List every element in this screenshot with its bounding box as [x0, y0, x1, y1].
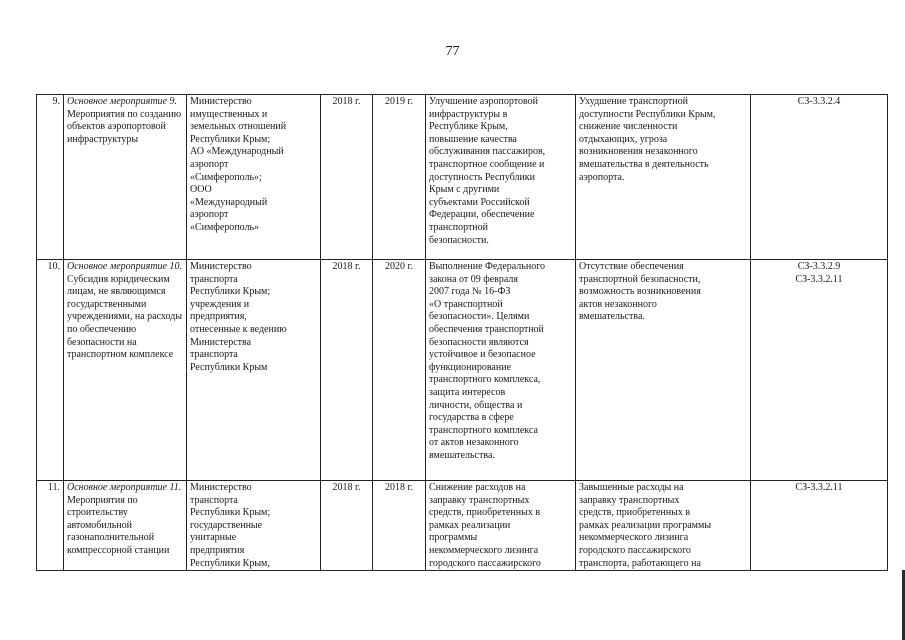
consequences: Ухудшение транспортной доступности Республики Крым, снижение численности отдыхающих, угроза возникновения незаконного вмешательства в деятельность аэропорта.	[576, 95, 751, 260]
table-row	[37, 95, 888, 260]
consequences: Отсутствие обеспечения транспортной безопасности, возможность возникновения актов незаконного вмешательства.	[576, 260, 751, 481]
end-year: 2018 г.	[373, 481, 426, 571]
start-year: 2018 г.	[321, 260, 373, 481]
table-row	[37, 481, 888, 571]
end-year: 2019 г.	[373, 95, 426, 260]
expected-result: Выполнение Федерального закона от 09 февраля 2007 года № 16-ФЗ «О транспортной безопасности». Целями обеспечения транспортной безопасности являются устойчивое и безопасное функционирование транспортного комплекса, защита интересов личности, общества и государства в сфере транспортного комплекса от актов незаконного вмешательства.	[426, 260, 576, 481]
indicator-code: СЗ-3.3.2.4	[797, 96, 841, 107]
indicator-code: СЗ-3.3.2.11	[795, 482, 843, 493]
measures-table	[36, 94, 888, 571]
start-year: 2018 г.	[321, 95, 373, 260]
expected-result: Улучшение аэропортовой инфраструктуры в Республике Крым, повышение качества обслуживания пассажиров, транспортное сообщение и доступность Республики Крым с другими субъектами Российской Федерации, обеспечение транспортной безопасности.	[426, 95, 576, 260]
event-title: Основное мероприятие 9.	[67, 96, 177, 107]
indicator-codes	[751, 260, 888, 481]
event-title: Основное мероприятие 11.	[67, 482, 182, 493]
indicator-codes	[751, 481, 888, 571]
indicator-codes	[751, 95, 888, 260]
event-cell	[64, 95, 187, 260]
event-description: Мероприятия по созданию объектов аэропортовой инфраструктуры	[67, 108, 182, 145]
executor-cell: Министерство имущественных и земельных отношений Республики Крым; АО «Международный аэропорт «Симферополь»; ООО «Международный аэропорт «Симферополь»	[187, 95, 321, 260]
row-number: 11.	[37, 481, 64, 571]
indicator-code: СЗ-3.3.2.9	[797, 261, 841, 272]
indicator-code: СЗ-3.3.2.11	[795, 273, 843, 285]
table-row	[37, 260, 888, 481]
start-year: 2018 г.	[321, 481, 373, 571]
executor-cell: Министерство транспорта Республики Крым; государственные унитарные предприятия Республики Крым,	[187, 481, 321, 571]
event-description: Субсидия юридическим лицам, не являющимся государственными учреждениями, на расходы по обеспечению безопасности на транспортном комплексе	[67, 273, 183, 361]
expected-result: Снижение расходов на заправку транспортных средств, приобретенных в рамках реализации программы некоммерческого лизинга городского пассажирского	[426, 481, 576, 571]
row-number: 10.	[37, 260, 64, 481]
executor-cell: Министерство транспорта Республики Крым; учреждения и предприятия, отнесенные к ведению Министерства транспорта Республики Крым	[187, 260, 321, 481]
event-cell	[64, 260, 187, 481]
event-cell	[64, 481, 187, 571]
event-description: Мероприятия по строительству автомобильной газонаполнительной компрессорной станции	[67, 494, 170, 556]
consequences: Завышенные расходы на заправку транспортных средств, приобретенных в рамках реализации программы некоммерческого лизинга городского пассажирского транспорта, работающего на	[576, 481, 751, 571]
page-number: 77	[445, 44, 460, 59]
end-year: 2020 г.	[373, 260, 426, 481]
event-title: Основное мероприятие 10.	[67, 261, 182, 272]
row-number: 9.	[37, 95, 64, 260]
